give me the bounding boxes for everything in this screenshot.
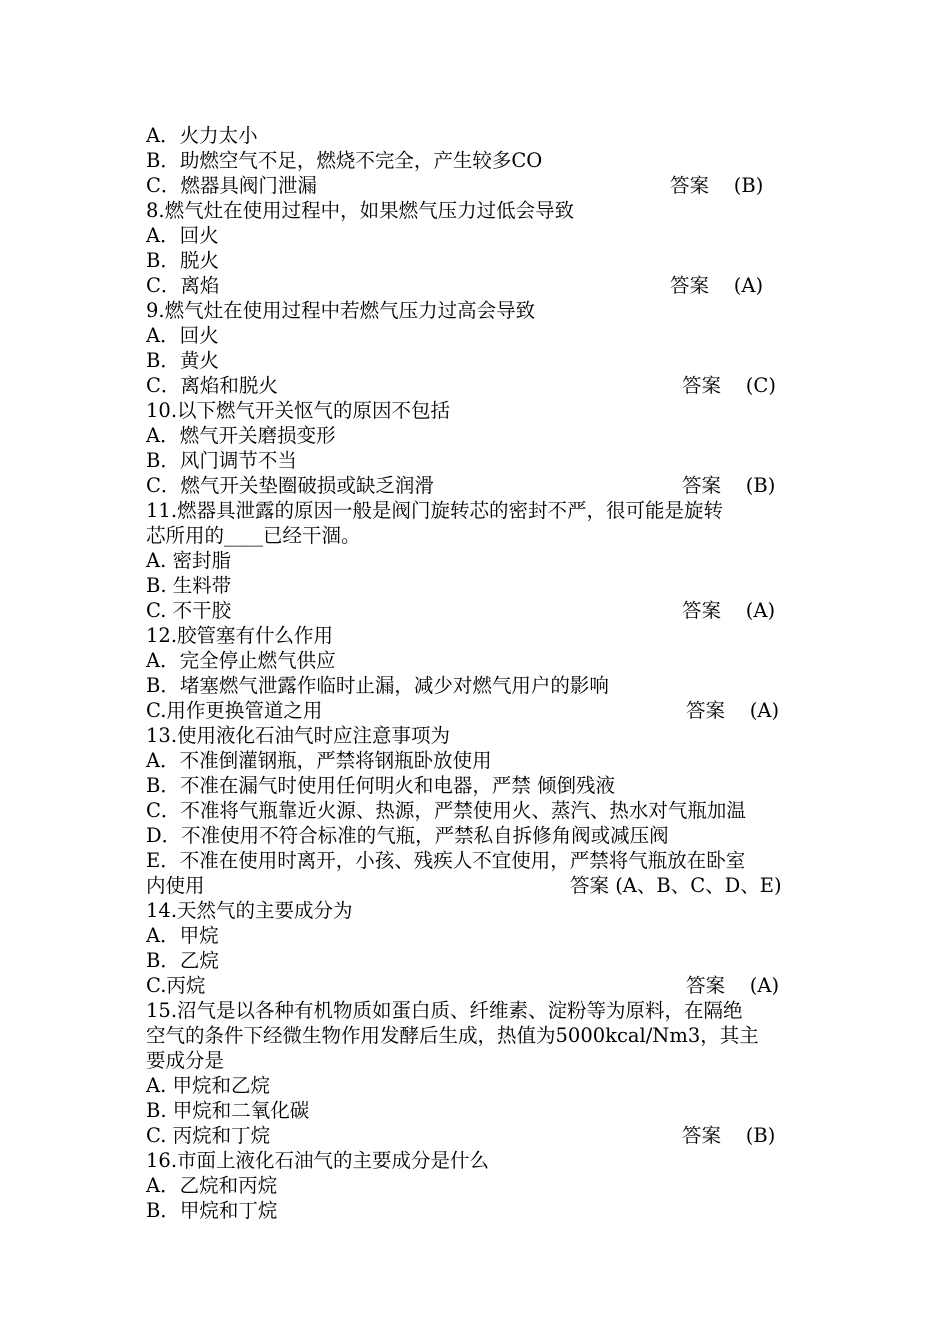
text-line — [146, 1198, 810, 1223]
text-line — [146, 623, 810, 648]
text-line — [146, 648, 810, 673]
line-text: B．黄火 — [146, 349, 219, 372]
text-line — [146, 173, 810, 198]
text-line — [146, 923, 810, 948]
text-line — [146, 473, 810, 498]
answer-label: 答案 (A、B、C、D、E) — [570, 874, 782, 897]
text-line — [146, 273, 810, 298]
text-line — [146, 498, 810, 523]
line-text: B．风门调节不当 — [146, 449, 297, 472]
text-line — [146, 298, 810, 323]
line-text: 14.天然气的主要成分为 — [146, 899, 353, 922]
line-text: A．回火 — [146, 224, 219, 247]
line-text: A. 甲烷和乙烷 — [146, 1074, 270, 1097]
line-text: A．甲烷 — [146, 924, 219, 947]
text-line — [146, 423, 810, 448]
text-line — [146, 523, 810, 548]
text-line — [146, 848, 810, 873]
line-text: C.丙烷 — [146, 974, 206, 997]
text-line — [146, 873, 810, 898]
line-text: 12.胶管塞有什么作用 — [146, 624, 334, 647]
line-text: C．不准将气瓶靠近火源、热源，严禁使用火、蒸汽、热水对气瓶加温 — [146, 799, 746, 822]
line-text: A．火力太小 — [146, 124, 258, 147]
line-text: 芯所用的____已经干涸。 — [146, 524, 361, 547]
line-text: 11.燃器具泄露的原因一般是阀门旋转芯的密封不严，很可能是旋转 — [146, 499, 724, 522]
line-text: 要成分是 — [146, 1049, 225, 1072]
text-line — [146, 898, 810, 923]
line-text: B．不准在漏气时使用任何明火和电器，严禁 倾倒残液 — [146, 774, 616, 797]
text-line — [146, 598, 810, 623]
line-text: B．堵塞燃气泄露作临时止漏，减少对燃气用户的影响 — [146, 674, 609, 697]
text-line — [146, 823, 810, 848]
line-text: C．离焰 — [146, 274, 220, 297]
answer-label: 答案 (C) — [682, 374, 776, 397]
text-line — [146, 223, 810, 248]
question-list — [146, 123, 810, 1223]
text-line — [146, 1123, 810, 1148]
line-text: C. 不干胶 — [146, 599, 232, 622]
line-text: C．燃气开关垫圈破损或缺乏润滑 — [146, 474, 434, 497]
line-text: B．助燃空气不足，燃烧不完全，产生较多CO — [146, 149, 543, 172]
text-line — [146, 673, 810, 698]
line-text: B．甲烷和丁烷 — [146, 1199, 278, 1222]
line-text: E．不准在使用时离开，小孩、残疾人不宜使用，严禁将气瓶放在卧室 — [146, 849, 746, 872]
text-line — [146, 348, 810, 373]
text-line — [146, 448, 810, 473]
text-line — [146, 248, 810, 273]
answer-label: 答案 (A) — [682, 599, 776, 622]
line-text: 15.沼气是以各种有机物质如蛋白质、纤维素、淀粉等为原料，在隔绝 — [146, 999, 743, 1022]
text-line — [146, 1173, 810, 1198]
answer-label: 答案 (A) — [670, 274, 764, 297]
line-text: 10.以下燃气开关怄气的原因不包括 — [146, 399, 451, 422]
text-line — [146, 773, 810, 798]
text-line — [146, 723, 810, 748]
answer-label: 答案 (B) — [670, 174, 764, 197]
answer-label: 答案 (A) — [686, 699, 780, 722]
line-text: A．不准倒灌钢瓶，严禁将钢瓶卧放使用 — [146, 749, 492, 772]
text-line — [146, 198, 810, 223]
text-line — [146, 973, 810, 998]
text-line — [146, 373, 810, 398]
text-line — [146, 548, 810, 573]
text-line — [146, 948, 810, 973]
line-text: A. 密封脂 — [146, 549, 231, 572]
line-text: C．燃器具阀门泄漏 — [146, 174, 317, 197]
answer-label: 答案 (B) — [682, 1124, 776, 1147]
line-text: 空气的条件下经微生物作用发酵后生成，热值为5000kcal/Nm3，其主 — [146, 1024, 759, 1047]
line-text: C.用作更换管道之用 — [146, 699, 323, 722]
line-text: 9.燃气灶在使用过程中若燃气压力过高会导致 — [146, 299, 536, 322]
text-line — [146, 148, 810, 173]
line-text: A．完全停止燃气供应 — [146, 649, 336, 672]
line-text: 内使用 — [146, 874, 205, 897]
text-line — [146, 998, 810, 1023]
line-text: 8.燃气灶在使用过程中，如果燃气压力过低会导致 — [146, 199, 575, 222]
text-line — [146, 1023, 810, 1048]
line-text: A．燃气开关磨损变形 — [146, 424, 336, 447]
text-line — [146, 1148, 810, 1173]
answer-label: 答案 (B) — [682, 474, 776, 497]
text-line — [146, 798, 810, 823]
line-text: B．乙烷 — [146, 949, 219, 972]
text-line — [146, 573, 810, 598]
text-line — [146, 698, 810, 723]
line-text: 16.市面上液化石油气的主要成分是什么 — [146, 1149, 490, 1172]
line-text: B. 生料带 — [146, 574, 232, 597]
line-text: B．脱火 — [146, 249, 219, 272]
text-line — [146, 323, 810, 348]
text-line — [146, 1048, 810, 1073]
text-line — [146, 748, 810, 773]
text-line — [146, 1098, 810, 1123]
text-line — [146, 398, 810, 423]
line-text: C．离焰和脱火 — [146, 374, 278, 397]
line-text: 13.使用液化石油气时应注意事项为 — [146, 724, 451, 747]
answer-label: 答案 (A) — [686, 974, 780, 997]
line-text: C. 丙烷和丁烷 — [146, 1124, 271, 1147]
line-text: B. 甲烷和二氧化碳 — [146, 1099, 310, 1122]
text-line — [146, 1073, 810, 1098]
line-text: A．回火 — [146, 324, 219, 347]
line-text: A．乙烷和丙烷 — [146, 1174, 278, 1197]
text-line — [146, 123, 810, 148]
line-text: D．不准使用不符合标准的气瓶，严禁私自拆修角阀或减压阀 — [146, 824, 669, 847]
